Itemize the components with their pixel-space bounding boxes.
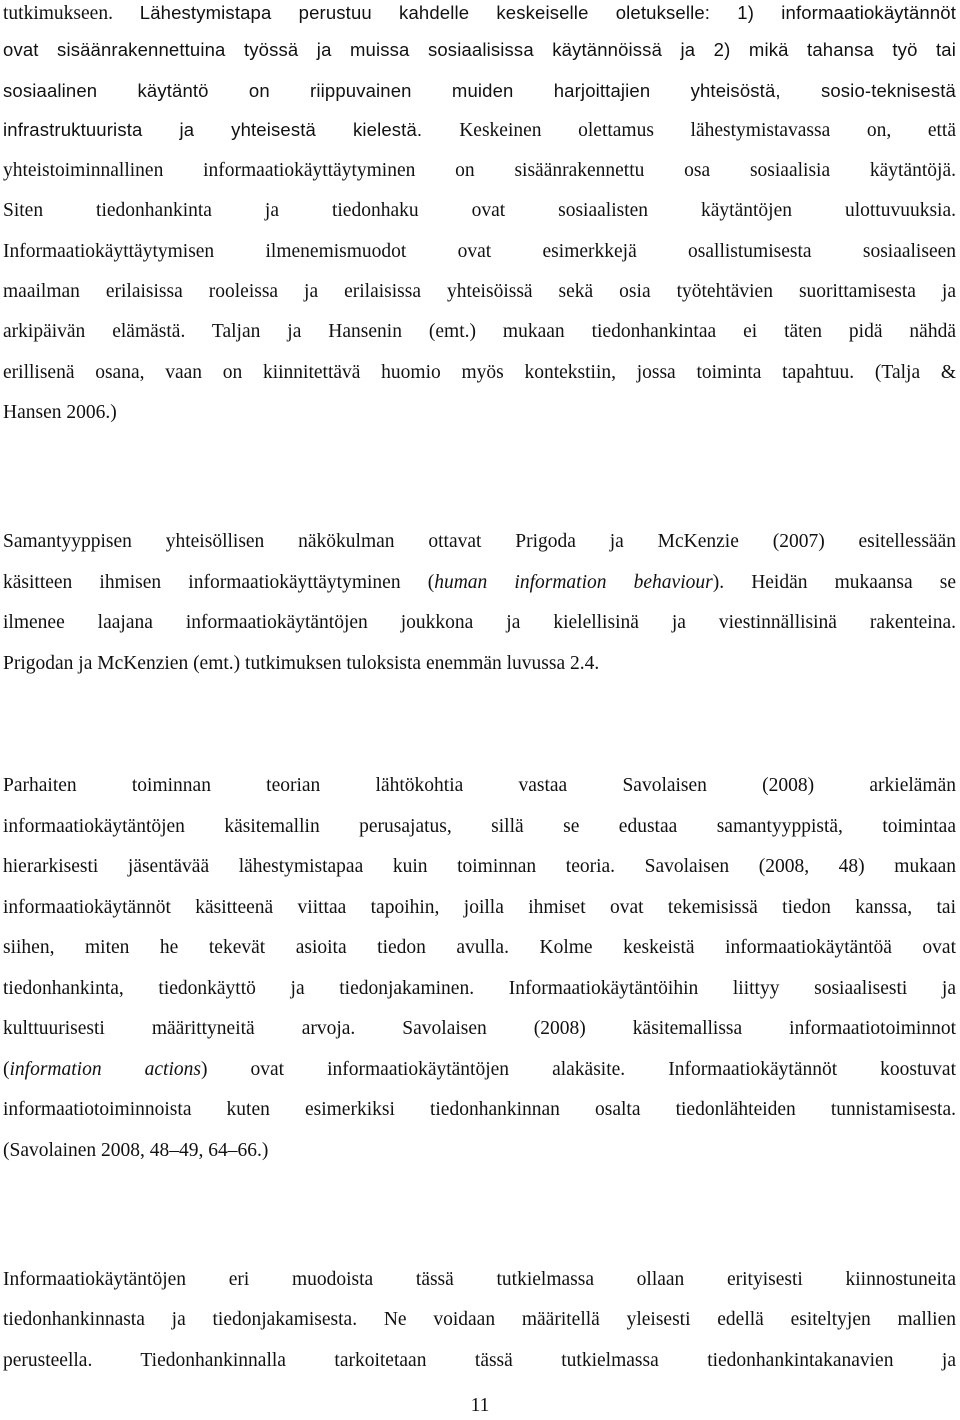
text-span: käsitteen ihmisen informaatiokäyttäytyminen ( bbox=[3, 572, 435, 593]
text-span: Keskeinen olettamus lähestymistavassa on, että bbox=[459, 120, 956, 141]
text-span: ) ovat informaatiokäytäntöjen alakäsite. Informaatiokäytännöt koostuvat bbox=[200, 1059, 957, 1080]
text-span: ). Heidän mukaansa se bbox=[712, 572, 956, 593]
text-line: ilmenee laajana informaatiokäytäntöjen joukkona ja kielellisinä ja viestinnällisinä rakenteina. bbox=[3, 612, 956, 633]
text-line bbox=[3, 566, 956, 600]
text-span: tutkimukseen. bbox=[3, 3, 140, 24]
text-line: informaatiokäytännöt käsitteenä viittaa tapoihin, joilla ihmiset ovat tekemisissä tiedon kanssa, tai bbox=[3, 897, 956, 918]
text-line: perusteella. Tiedonhankinnalla tarkoitetaan tässä tutkielmassa tiedonhankintakanavien ja bbox=[3, 1350, 956, 1371]
text-line: kulttuurisesti määrittyneitä arvoja. Savolaisen (2008) käsitemallissa informaatiotoiminnot bbox=[3, 1018, 956, 1039]
text-line: ovat sisäänrakennettuina työssä ja muissa sosiaalisissa käytännöissä ja 2) mikä tahansa työ tai bbox=[3, 39, 956, 60]
italic-term: information actions bbox=[9, 1059, 201, 1080]
text-line: Parhaiten toiminnan teorian lähtökohtia vastaa Savolaisen (2008) arkielämän bbox=[3, 775, 956, 796]
text-line: Samantyyppisen yhteisöllisen näkökulman ottavat Prigoda ja McKenzie (2007) esitellessään bbox=[3, 531, 956, 552]
text-line: yhteistoiminnallinen informaatiokäyttäytyminen on sisäänrakennettu osa sosiaalisia käytäntöjä. bbox=[3, 160, 956, 181]
text-line: Siten tiedonhankinta ja tiedonhaku ovat sosiaalisten käytäntöjen ulottuvuuksia. bbox=[3, 200, 956, 221]
text-line bbox=[3, 113, 956, 147]
text-line: informaatiotoiminnoista kuten esimerkiksi tiedonhankinnan osalta tiedonlähteiden tunnistamisesta. bbox=[3, 1099, 956, 1120]
italic-term: human information behaviour bbox=[434, 572, 713, 593]
text-line: arkipäivän elämästä. Taljan ja Hansenin (emt.) mukaan tiedonhankintaa ei täten pidä nähdä bbox=[3, 321, 956, 342]
text-line: tiedonhankinta, tiedonkäyttö ja tiedonjakaminen. Informaatiokäytäntöihin liittyy sosiaalisesti ja bbox=[3, 978, 956, 999]
text-line: siihen, miten he tekevät asioita tiedon avulla. Kolme keskeistä informaatiokäytäntöä ovat bbox=[3, 937, 956, 958]
text-line: (Savolainen 2008, 48–49, 64–66.) bbox=[3, 1140, 269, 1161]
text-line: Prigodan ja McKenzien (emt.) tutkimuksen tuloksista enemmän luvussa 2.4. bbox=[3, 653, 600, 674]
text-line: informaatiokäytäntöjen käsitemallin perusajatus, sillä se edustaa samantyyppistä, toimintaa bbox=[3, 816, 956, 837]
text-line: sosiaalinen käytäntö on riippuvainen muiden harjoittajien yhteisöstä, sosio-teknisestä bbox=[3, 80, 956, 101]
text-line: Informaatiokäyttäytymisen ilmenemismuodot ovat esimerkkejä osallistumisesta sosiaaliseen bbox=[3, 241, 956, 262]
text-line: tiedonhankinnasta ja tiedonjakamisesta. Ne voidaan määritellä yleisesti edellä esiteltyjen mallien bbox=[3, 1309, 956, 1330]
text-line bbox=[3, 0, 956, 30]
text-line: erillisenä osana, vaan on kiinnitettävä huomio myös kontekstiin, jossa toiminta tapahtuu. (Talja & bbox=[3, 362, 956, 383]
text-line: maailman erilaisissa rooleissa ja erilaisissa yhteisöissä sekä osia työtehtävien suorittamisesta ja bbox=[3, 281, 956, 302]
text-line: Informaatiokäytäntöjen eri muodoista tässä tutkielmassa ollaan erityisesti kiinnostuneita bbox=[3, 1269, 956, 1290]
text-span: Lähestymistapa perustuu kahdelle keskeiselle oletukselle: 1) informaatiokäytännöt bbox=[139, 2, 956, 23]
text-line: hierarkisesti jäsentävää lähestymistapaa kuin toiminnan teoria. Savolaisen (2008, 48) mukaan bbox=[3, 856, 956, 877]
text-line bbox=[3, 1053, 956, 1087]
text-line: Hansen 2006.) bbox=[3, 402, 117, 423]
page-number: 11 bbox=[470, 1395, 490, 1416]
text-span: infrastruktuurista ja yhteisestä kielestä. bbox=[3, 119, 460, 140]
text-span: ( bbox=[3, 1059, 10, 1080]
